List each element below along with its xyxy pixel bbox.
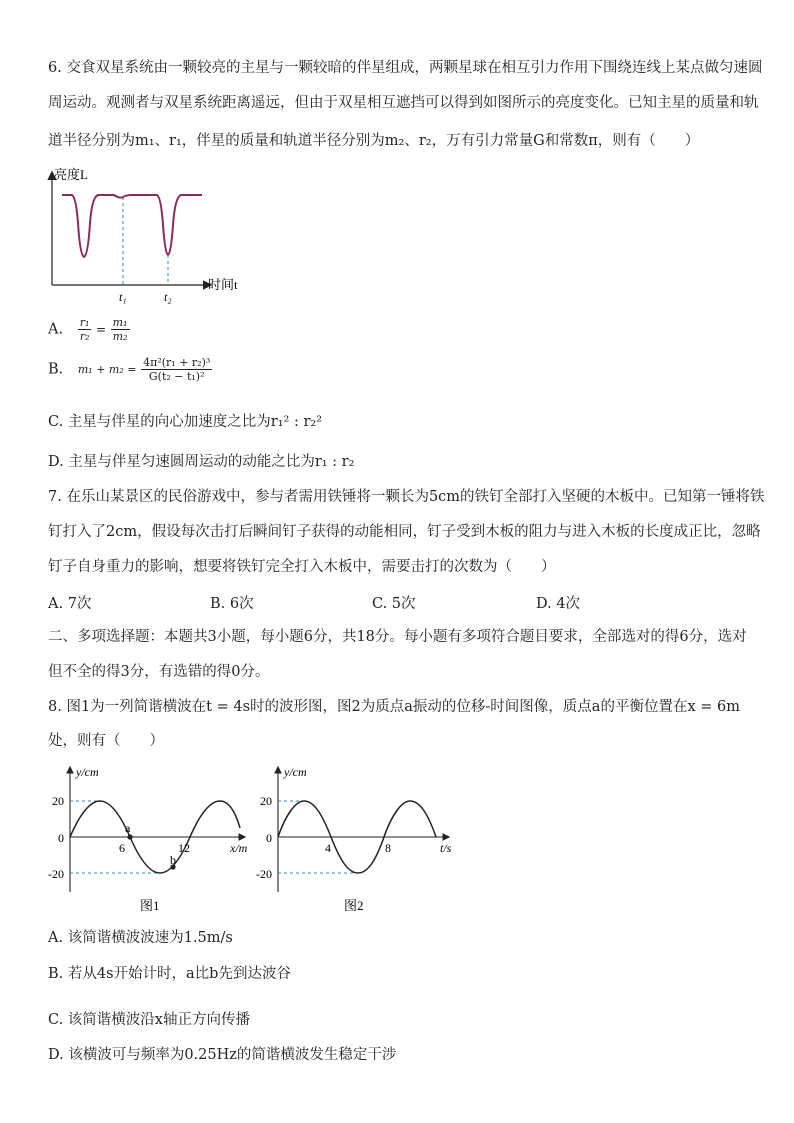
q7-option-b: B. 6次	[210, 596, 254, 612]
q8-line-2: 处，则有（ ）	[48, 733, 164, 749]
fig1-label-b: b	[170, 853, 176, 867]
q6-option-a	[48, 316, 130, 343]
q7-line-2: 钉打入了2cm，假设每次击打后瞬间钉子获得的动能相同，钉子受到木板的阻力与进入木板的长度成正比，忽略	[48, 524, 761, 540]
fig1-y-label: y/cm	[76, 765, 99, 779]
fig2-x-label: t/s	[440, 841, 452, 855]
q7-option-d: D. 4次	[536, 596, 581, 612]
q6-line-1: 6. 交食双星系统由一颗较亮的主星与一颗较暗的伴星组成，两颗星球在相互引力作用下围绕连线上某点做匀速圆	[48, 60, 763, 76]
fig2-tick-8: 8	[385, 841, 391, 855]
q7-option-a: A. 7次	[48, 596, 92, 612]
fig1-label-a: a	[125, 821, 131, 835]
t2-label: t₂	[164, 290, 172, 304]
wave-figure-2	[252, 762, 472, 914]
q8-option-c: C. 该简谐横波沿x轴正方向传播	[48, 1012, 250, 1028]
fig2-y-label: y/cm	[284, 765, 307, 779]
q6-b-left: m₁ + m₂ =	[77, 363, 137, 376]
fig2-tick-neg20: -20	[256, 867, 272, 881]
q6-a-r2: r₂	[79, 330, 90, 343]
q6-a-m1: m₁	[112, 316, 128, 329]
q6-a-r1: r₁	[79, 316, 90, 329]
q8-line-1: 8. 图1为一列简谐横波在t = 4s时的波形图，图2为质点a振动的位移-时间图像，质点a的平衡位置在x = 6m	[48, 699, 740, 715]
fig1-tick-neg20: -20	[48, 867, 64, 881]
brightness-curve	[62, 195, 202, 257]
q7-line-3: 钉子自身重力的影响，想要将铁钉完全打入木板中，需要击打的次数为（ ）	[48, 559, 556, 575]
fig2-tick-0: 0	[266, 831, 272, 845]
q6-option-a-rhs	[111, 316, 130, 343]
q7-line-1: 7. 在乐山某景区的民俗游戏中，参与者需用铁锤将一颗长为5cm的铁钉全部打入坚硬的木板中。已知第一锤将铁	[48, 489, 765, 505]
q8-option-b: B. 若从4s开始计时，a比b先到达波谷	[48, 966, 291, 982]
fig1-x-label: x/m	[230, 841, 248, 855]
fig1-tick-12: 12	[178, 841, 190, 855]
brightness-y-label: 亮度L	[54, 167, 88, 182]
q8-option-a: A. 该简谐横波波速为1.5m/s	[48, 930, 233, 946]
fig2-caption: 图2	[344, 898, 364, 913]
fig1-tick-6: 6	[119, 841, 125, 855]
fig2-tick-20: 20	[260, 794, 272, 808]
q6-option-c: C. 主星与伴星的向心加速度之比为r₁² : r₂²	[48, 414, 323, 430]
fig1-point-a	[127, 834, 132, 839]
q6-b-denominator: G(t₂ − t₁)²	[148, 370, 205, 383]
q6-option-a-lhs	[78, 316, 92, 343]
q6-a-m2: m₂	[112, 330, 128, 343]
q6-a-equals: =	[95, 322, 107, 337]
q6-line-2: 周运动。观测者与双星系统距离遥远，但由于双星相互遮挡可以得到如图所示的亮度变化。已知主星的质量和轨	[48, 95, 759, 111]
q6-option-b	[48, 356, 212, 383]
fig2-tick-4: 4	[325, 841, 331, 855]
wave-figure-1	[44, 762, 264, 914]
q8-option-d: D. 该横波可与频率为0.25Hz的简谐横波发生稳定干涉	[48, 1047, 397, 1063]
q6-line-3: 道半径分别为m₁、r₁，伴星的质量和轨道半径分别为m₂、r₂，万有引力常量G和常数π，则有（ ）	[48, 133, 700, 149]
t1-label: t₁	[119, 290, 127, 304]
q6-b-numerator: 4π²(r₁ + r₂)³	[143, 356, 211, 369]
section-2-line-2: 但不全的得3分，有选错的得0分。	[48, 664, 270, 680]
section-2-line-1: 二、多项选择题：本题共3小题，每小题6分，共18分。每小题有多项符合题目要求，全部选对的得6分，选对	[48, 629, 747, 645]
q6-option-b-fraction	[141, 356, 212, 383]
fig1-tick-20: 20	[52, 794, 64, 808]
q6-option-b-label: B.	[48, 361, 64, 378]
fig1-caption: 图1	[140, 898, 160, 913]
fig1-tick-0: 0	[58, 831, 64, 845]
brightness-x-label: 时间t	[208, 277, 238, 292]
q6-option-a-label: A.	[48, 321, 64, 338]
q7-option-c: C. 5次	[372, 596, 416, 612]
brightness-graph	[40, 165, 260, 307]
q6-option-d: D. 主星与伴星匀速圆周运动的动能之比为r₁ : r₂	[48, 454, 355, 470]
